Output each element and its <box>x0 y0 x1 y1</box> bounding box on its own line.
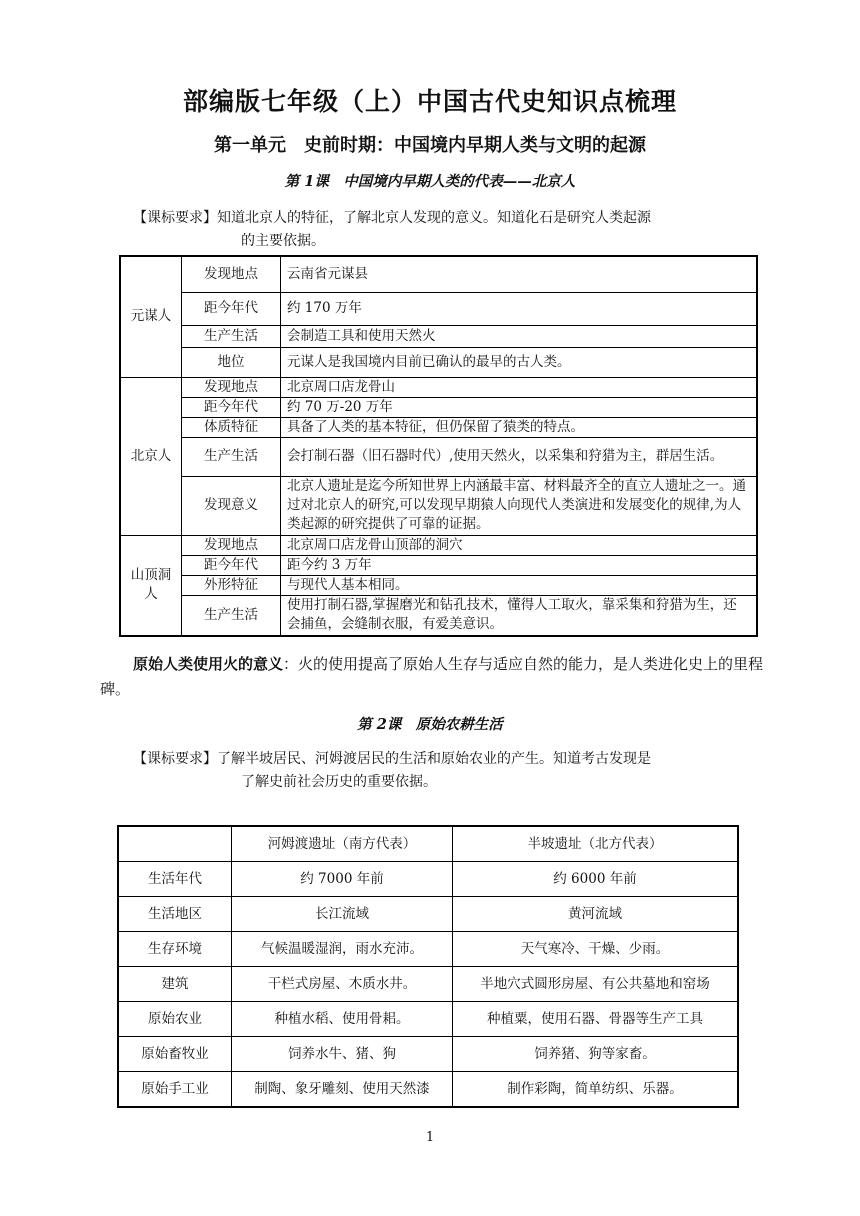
table-row <box>120 397 757 417</box>
table-cell: 饲养猪、狗等家畜。 <box>453 1037 739 1072</box>
table-cell: 黄河流域 <box>453 897 739 932</box>
lesson1-heading: 第 1课 中国境内早期人类的代表——北京人 <box>284 173 576 190</box>
fire-significance-label: 原始人类使用火的意义 <box>133 655 284 673</box>
key-cell: 地位 <box>182 347 281 377</box>
group-cell: 山顶洞人 <box>120 535 182 636</box>
key-cell: 发现意义 <box>182 476 281 535</box>
row-label-cell: 生活年代 <box>118 862 232 897</box>
key-cell: 发现地点 <box>182 377 281 397</box>
value-cell: 会打制石器（旧石器时代）,使用天然火，以采集和狩猎为主，群居生活。 <box>281 437 758 476</box>
group-cell: 北京人 <box>120 377 182 535</box>
key-cell: 距今年代 <box>182 555 281 575</box>
table-header-row <box>118 826 738 862</box>
header-cell: 河姆渡遗址（南方代表） <box>232 826 453 862</box>
value-cell: 北京周口店龙骨山 <box>281 377 758 397</box>
unit-heading: 第一单元 史前时期：中国境内早期人类与文明的起源 <box>214 135 646 156</box>
page-title: 部编版七年级（上）中国古代史知识点梳理 <box>182 87 677 116</box>
fire-significance-paragraph <box>100 652 782 702</box>
requirement-label: 【课标要求】 <box>133 751 217 767</box>
table-cell: 长江流域 <box>232 897 453 932</box>
table-row <box>120 595 757 636</box>
table-row <box>120 347 757 377</box>
requirement-text-line2: 了解史前社会历史的重要依据。 <box>241 774 437 790</box>
table-cell: 约 7000 年前 <box>232 862 453 897</box>
group-cell: 元谋人 <box>120 256 182 377</box>
value-cell: 北京人遗址是迄今所知世界上内涵最丰富、材料最齐全的直立人遗址之一。通过对北京人的研究,可以发现早期猿人向现代人类演进和发展变化的规律,为人类起源的研究提供了可靠的证据。 <box>281 476 758 535</box>
table-row <box>120 292 757 325</box>
table-row <box>118 1072 738 1108</box>
header-cell: 半坡遗址（北方代表） <box>453 826 739 862</box>
table-row <box>120 256 757 292</box>
row-label-cell: 原始农业 <box>118 1002 232 1037</box>
value-cell: 距今约 3 万年 <box>281 555 758 575</box>
table-cell: 半地穴式圆形房屋、有公共墓地和窑场 <box>453 967 739 1002</box>
value-cell: 会制造工具和使用天然火 <box>281 325 758 347</box>
table-cell: 种植水稻、使用骨耜。 <box>232 1002 453 1037</box>
row-label-cell: 原始畜牧业 <box>118 1037 232 1072</box>
key-cell: 体质特征 <box>182 417 281 437</box>
requirement-text-line2: 的主要依据。 <box>241 233 325 249</box>
header-cell <box>118 826 232 862</box>
lesson1-requirement <box>133 207 783 253</box>
value-cell: 北京周口店龙骨山顶部的洞穴 <box>281 535 758 555</box>
value-cell: 与现代人基本相同。 <box>281 575 758 595</box>
key-cell: 外形特征 <box>182 575 281 595</box>
table-cell: 气候温暖湿润，雨水充沛。 <box>232 932 453 967</box>
table-row <box>118 897 738 932</box>
row-label-cell: 生存环境 <box>118 932 232 967</box>
table-cell: 天气寒冷、干燥、少雨。 <box>453 932 739 967</box>
requirement-label: 【课标要求】 <box>133 210 217 226</box>
requirement-text-line1: 知道北京人的特征，了解北京人发现的意义。知道化石是研究人类起源 <box>217 210 651 226</box>
key-cell: 发现地点 <box>182 535 281 555</box>
table-row <box>118 967 738 1002</box>
value-cell: 具备了人类的基本特征，但仍保留了猿类的特点。 <box>281 417 758 437</box>
requirement-text-line1: 了解半坡居民、河姆渡居民的生活和原始农业的产生。知道考古发现是 <box>217 751 651 767</box>
table-row <box>120 555 757 575</box>
key-cell: 生产生活 <box>182 325 281 347</box>
table-row <box>120 417 757 437</box>
lesson2-heading: 第 2课 原始农耕生活 <box>357 716 503 733</box>
table-cell: 制作彩陶，简单纺织、乐器。 <box>453 1072 739 1108</box>
table-row <box>120 325 757 347</box>
table-row <box>118 1002 738 1037</box>
table-row <box>120 476 757 535</box>
row-label-cell: 原始手工业 <box>118 1072 232 1108</box>
value-cell: 约 170 万年 <box>281 292 758 325</box>
key-cell: 生产生活 <box>182 437 281 476</box>
value-cell: 约 70 万-20 万年 <box>281 397 758 417</box>
table-cell: 制陶、象牙雕刻、使用天然漆 <box>232 1072 453 1108</box>
value-cell: 使用打制石器,掌握磨光和钻孔技术，懂得人工取火，靠采集和狩猎为生，还会捕鱼，会缝制衣服，有爱美意识。 <box>281 595 758 636</box>
table-cell: 干栏式房屋、木质水井。 <box>232 967 453 1002</box>
lesson2-requirement <box>133 748 783 794</box>
ancient-humans-table <box>119 255 758 637</box>
page-number: 1 <box>425 1130 435 1145</box>
table-row <box>118 862 738 897</box>
value-cell: 元谋人是我国境内目前已确认的最早的古人类。 <box>281 347 758 377</box>
fire-significance-text: ：火的使用提高了原始人生存与适应自然的能力，是人类进化史上的里程碑。 <box>100 655 764 698</box>
table-row <box>120 437 757 476</box>
table-row <box>120 535 757 555</box>
key-cell: 距今年代 <box>182 397 281 417</box>
table-row <box>120 575 757 595</box>
table-row <box>118 1037 738 1072</box>
neolithic-comparison-table <box>117 825 739 1108</box>
value-cell: 云南省元谋县 <box>281 256 758 292</box>
row-label-cell: 生活地区 <box>118 897 232 932</box>
key-cell: 距今年代 <box>182 292 281 325</box>
table-cell: 饲养水牛、猪、狗 <box>232 1037 453 1072</box>
key-cell: 生产生活 <box>182 595 281 636</box>
key-cell: 发现地点 <box>182 256 281 292</box>
table-cell: 约 6000 年前 <box>453 862 739 897</box>
row-label-cell: 建筑 <box>118 967 232 1002</box>
table-row <box>118 932 738 967</box>
table-cell: 种植粟，使用石器、骨器等生产工具 <box>453 1002 739 1037</box>
table-row <box>120 377 757 397</box>
